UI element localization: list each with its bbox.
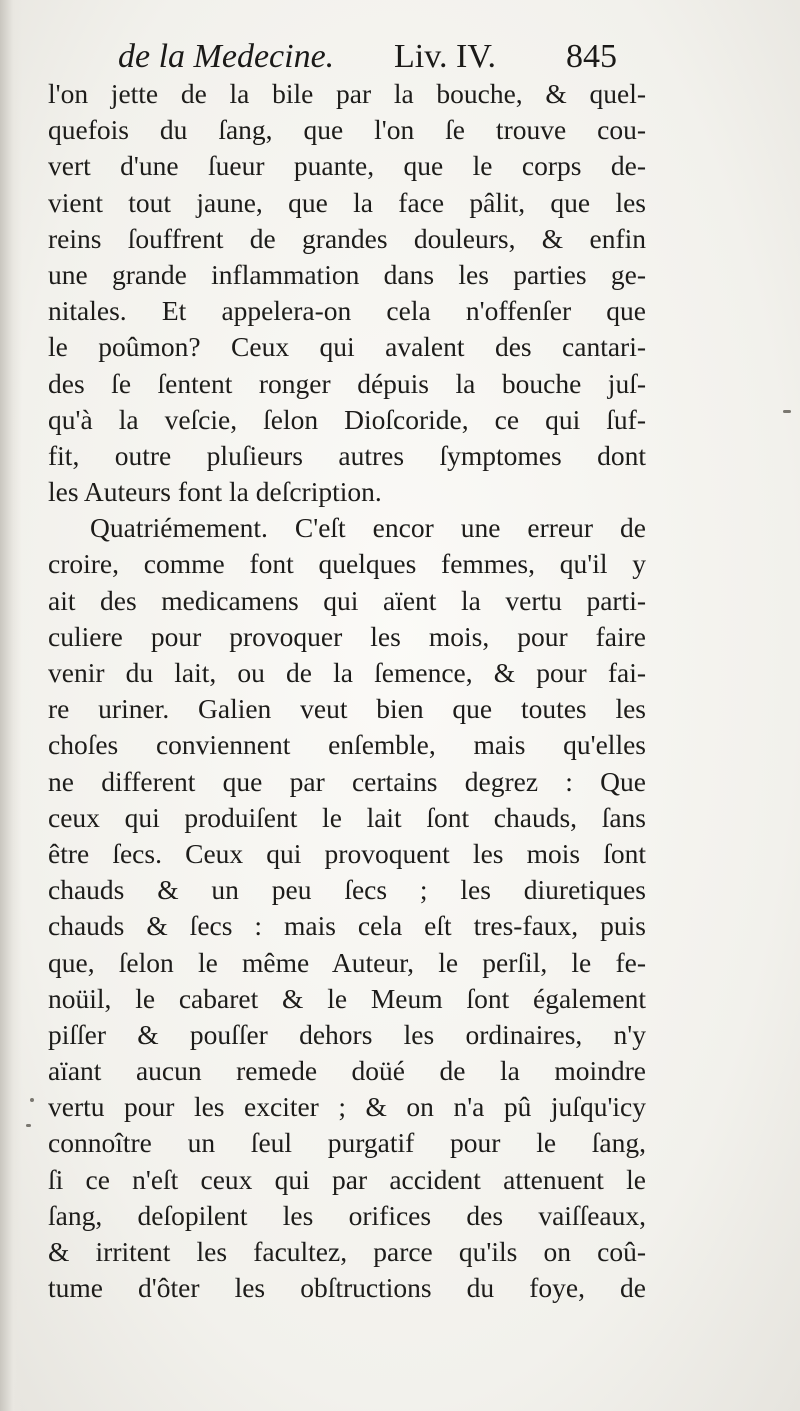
- text-line: vertu pour les exciter ; & on n'a pû juſqu'icy: [48, 1091, 646, 1123]
- text-line: venir du lait, ou de la ſemence, & pour fai-: [48, 657, 646, 688]
- text-line: une grande inflammation dans les parties ge-: [48, 258, 646, 290]
- page-number: 845: [566, 38, 617, 75]
- text-line: ſang, deſopilent les orifices des vaiſſeaux,: [48, 1199, 646, 1231]
- text-line: culiere pour provoquer les mois, pour faire: [48, 620, 646, 652]
- text-line: que, ſelon le même Auteur, le perſil, le fe-: [48, 946, 646, 978]
- paragraph-2: [48, 510, 646, 1306]
- text-line: des ſe ſentent ronger dépuis la bouche juſ-: [48, 367, 646, 399]
- text-line: piſſer & pouſſer dehors les ordinaires, n'y: [48, 1018, 646, 1050]
- text-line: noüil, le cabaret & le Meum ſont également: [48, 982, 646, 1014]
- text-line: vient tout jaune, que la face pâlit, que les: [48, 186, 646, 218]
- text-line: être ſecs. Ceux qui provoquent les mois ſont: [48, 837, 646, 869]
- text-line: reins ſouffrent de grandes douleurs, & enfin: [48, 222, 646, 254]
- text-line: l'on jette de la bile par la bouche, & quel-: [48, 78, 646, 109]
- text-line: & irritent les facultez, parce qu'ils on coû-: [48, 1236, 646, 1267]
- text-line: quefois du ſang, que l'on ſe trouve cou-: [48, 114, 646, 146]
- text-line: fit, outre pluſieurs autres ſymptomes dont: [48, 439, 646, 471]
- paper-speck: [783, 410, 791, 413]
- text-line: le poûmon? Ceux qui avalent des cantari-: [48, 331, 646, 363]
- text-line: nitales. Et appelera-on cela n'offenſer que: [48, 295, 646, 327]
- text-line: croire, comme font quelques femmes, qu'il y: [48, 548, 646, 580]
- text-line: choſes conviennent enſemble, mais qu'elles: [48, 729, 646, 761]
- text-line: chauds & un peu ſecs ; les diuretiques: [48, 874, 646, 906]
- text-line: les Auteurs font la deſcription.: [48, 476, 382, 508]
- text-line: qu'à la veſcie, ſelon Dioſcoride, ce qui ſuf-: [48, 403, 646, 435]
- text-line: ceux qui produiſent le lait ſont chauds, ſans: [48, 801, 646, 833]
- gutter-shadow: [0, 0, 22, 1411]
- paper-speck: [30, 1098, 34, 1102]
- text-line: re uriner. Galien veut bien que toutes les: [48, 693, 646, 725]
- text-line: ait des medicamens qui aïent la vertu parti-: [48, 584, 646, 616]
- paragraph-1: [48, 76, 646, 510]
- body-text: [48, 76, 646, 1306]
- running-head-title: de la Medecine.: [118, 38, 335, 75]
- text-line: chauds & ſecs : mais cela eſt tres-faux, puis: [48, 910, 646, 942]
- text-line: Quatriémement. C'eſt encor une erreur de: [90, 512, 646, 544]
- text-line: aïant aucun remede doüé de la moindre: [48, 1055, 646, 1087]
- paper-speck: [26, 1124, 31, 1127]
- text-line: vert d'une ſueur puante, que le corps de-: [48, 150, 646, 182]
- text-line: ne different que par certains degrez : Que: [48, 765, 646, 797]
- running-head-book-number: Liv. IV.: [394, 38, 496, 75]
- text-line: tume d'ôter les obſtructions du foye, de: [48, 1272, 646, 1304]
- text-line: ſi ce n'eſt ceux qui par accident attenuent le: [48, 1163, 646, 1195]
- text-line: connoître un ſeul purgatif pour le ſang,: [48, 1127, 646, 1159]
